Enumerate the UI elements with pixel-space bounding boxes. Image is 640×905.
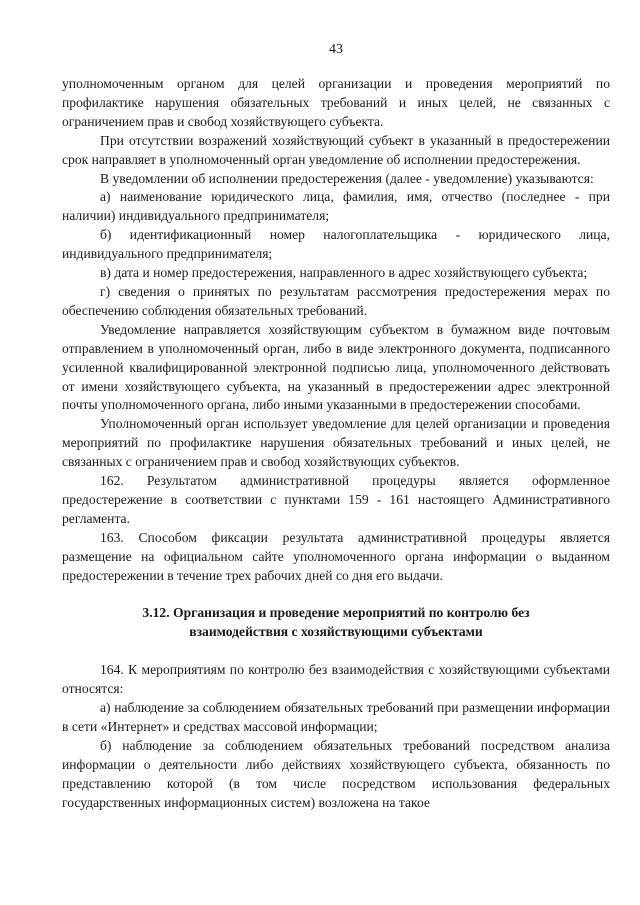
section-heading-line2: взаимодействия с хозяйствующими субъектами	[189, 624, 483, 640]
paragraph: 163. Способом фиксации результата административной процедуры является размещение на официальном сайте уполномоченного органа информации о выданном предостережении в течение трех рабочих дней со дня его выдачи.	[62, 529, 610, 583]
paragraph: 162. Результатом административной процедуры является оформленное предостережение в соответствии с пунктами 159 - 161 настоящего Административного регламента.	[62, 473, 610, 526]
list-item: г) сведения о принятых по результатам рассмотрения предостережения мерах по обеспечению соблюдения обязательных требований.	[62, 283, 610, 318]
paragraph: В уведомлении об исполнении предостережения (далее - уведомление) указываются:	[100, 170, 594, 186]
list-item: б) идентификационный номер налогоплательщика - юридического лица, индивидуального предпринимателя;	[62, 227, 610, 262]
list-item: а) наблюдение за соблюдением обязательных требований при размещении информации в сети «Интернет» и средствах массовой информации;	[62, 700, 610, 734]
list-item: а) наименование юридического лица, фамилия, имя, отчество (последнее - при наличии) индивидуального предпринимателя;	[62, 189, 610, 224]
section-heading	[62, 604, 610, 642]
paragraph: Уведомление направляется хозяйствующим субъектом в бумажном виде почтовым отправлением в уполномоченный орган, либо в виде электронного документа, подписанного усиленной квалифицированной электронной подписью лица, уполномоченного действовать от имени хозяйствующего субъекта, на указанный в предостережении адрес электронной почты уполномоченного органа, либо иными указанными в предостережении способами.	[62, 321, 610, 413]
document-body	[62, 75, 610, 813]
paragraph: Уполномоченный орган использует уведомление для целей организации и проведения мероприятий по профилактике нарушения обязательных требований и иных целей, не связанных с ограничением прав и свобод хозяйствующих субъектов.	[62, 416, 610, 470]
section-heading-line1: 3.12. Организация и проведение мероприятий по контролю без	[142, 605, 530, 621]
page-number: 43	[329, 42, 343, 57]
list-item: б) наблюдение за соблюдением обязательных требований посредством анализа информации о деятельности либо действиях хозяйствующего субъекта, обязанность по представлению которой (в том числе посредством использования федеральных государственных информационных систем) возложена на такое	[62, 737, 610, 810]
list-item: в) дата и номер предостережения, направленного в адрес хозяйствующего субъекта;	[100, 265, 588, 281]
paragraph: При отсутствии возражений хозяйствующий субъект в указанный в предостережении срок направляет в уполномоченный орган уведомление об исполнении предостережения.	[62, 132, 610, 167]
paragraph: 164. К мероприятиям по контролю без взаимодействия с хозяйствующими субъектами относятся:	[62, 662, 610, 697]
paragraph: уполномоченным органом для целей организации и проведения мероприятий по профилактике нарушения обязательных требований и иных целей, не связанных с ограничением прав и свобод хозяйствующего субъекта.	[62, 76, 610, 129]
